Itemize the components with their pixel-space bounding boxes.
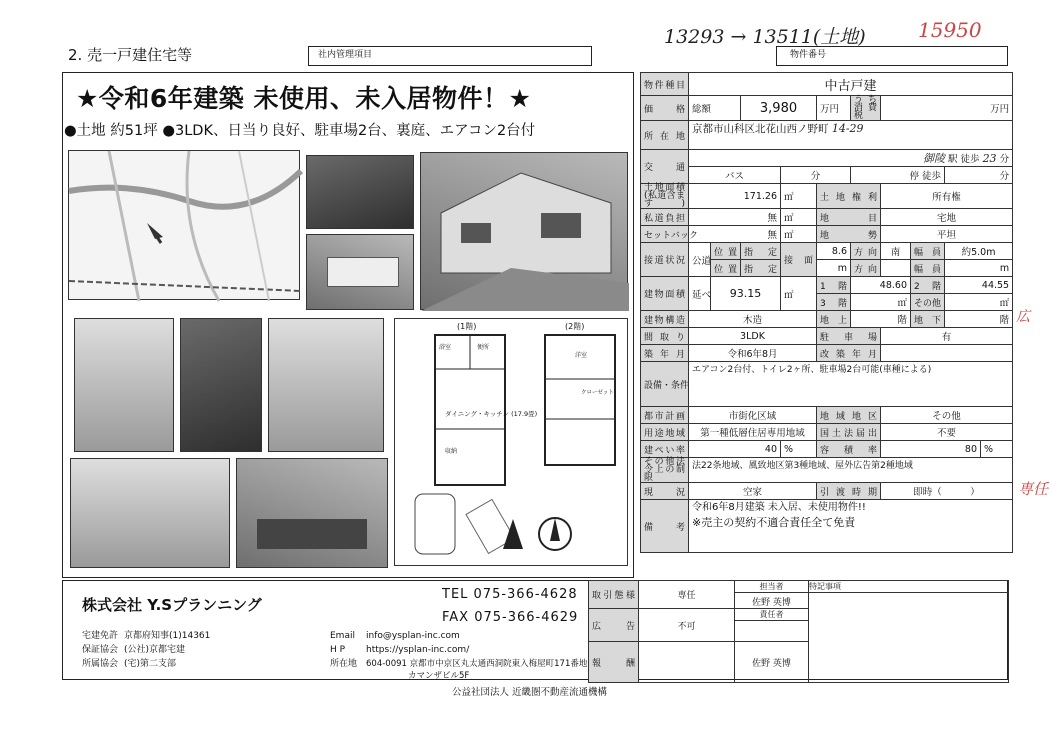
ad-value: 不可 [639,609,735,642]
built-value: 令和6年8月 [689,345,817,362]
zoning-label: 用途地域 [641,424,689,441]
property-no-label: 物件番号 [790,50,827,60]
plan-ldk: ダイニング・キッチン (17.9畳) [445,410,538,418]
building-area-label: 建物面積 [641,277,689,311]
road-dir-value: 南 [881,243,911,260]
road-width-label-b: 幅員 [911,260,945,277]
land-right-value: 所有権 [881,184,1013,209]
special-cell [809,581,1009,683]
floor3-area-label: 3階 [817,294,851,311]
special-label: 特記事項 [809,581,1008,593]
floor1-area-label: 1階 [817,277,851,294]
deal-label: 取引態様 [589,581,639,609]
area-map [68,150,300,300]
price-label: 価格 [641,96,689,121]
setback-unit: ㎡ [781,226,817,243]
price-value: 3,980 [741,96,817,121]
road-width-label: 幅員 [911,243,945,260]
transport-label: 交通 [641,150,689,184]
hp-label: H P [330,645,346,655]
company-name: 株式会社 Y.Sプランニング [82,596,262,614]
company-tel: TEL 075-366-4628 [442,587,578,602]
company-fax: FAX 075-366-4629 [442,610,579,625]
handwritten-wide: 広 [1016,309,1030,325]
plan-bath: 浴室 [439,344,452,351]
road-pos1-b: 位置 [711,260,741,277]
legal-label: その他法令上の制限 [641,458,689,483]
category-label: 地目 [817,209,881,226]
floor-plan-drawing [395,319,629,567]
manager-cell [735,581,809,609]
equipment-label: 設備・条件 [641,362,689,407]
photo-bathroom [74,318,174,452]
equipment-value: エアコン2台付、トイレ2ヶ所、駐車場2台可能(車種による) [689,362,1013,407]
addr-value: 604-0091 京都市中京区丸太通西洞院東入梅屋町171番地 [366,659,588,669]
floor-plan [394,318,628,566]
setback-label: セットバック [641,226,689,243]
far-unit: % [981,441,1013,458]
handwritten-landmark: 御陵 [922,152,945,165]
other-area-unit: ㎡ [945,294,1013,311]
built-label: 築年月 [641,345,689,362]
road-public: 公道 [689,243,711,277]
floor2-area-label: 2階 [911,277,945,294]
handwritten-walk: 23 [982,152,997,165]
below-floors: 階 [945,311,1013,328]
contact-value: 佐野 英博 [735,642,809,683]
coverage-label: 建ぺい率 [641,441,689,458]
terrain-label: 地勢 [817,226,881,243]
road-pos2: 指定 [741,243,781,260]
plan-storage: 収納 [445,448,458,455]
road-pos2-b: 指定 [741,260,781,277]
guarantee-value: (公社)京都宅建 [124,645,186,655]
road-dir-label-b: 方向 [851,260,881,277]
floor1-label: (1階) [457,322,477,331]
structure-value: 木造 [689,311,817,328]
guarantee-label: 保証協会 [82,645,119,655]
other-area-label: その他 [911,294,945,311]
land-area-value: 171.26 [689,184,781,209]
address-value: 京都市山科区北花山西ノ野町 14-29 [689,121,1013,150]
email-value[interactable]: info@ysplan-inc.com [366,631,460,641]
road-contact-value: 8.6 [817,243,851,260]
city-plan-label: 都市計画 [641,407,689,424]
internal-label: 社内管理項目 [318,50,373,60]
private-road-value: 無 [689,209,781,226]
handover-value: 即時（ ） [881,483,1013,500]
layout-label: 間取り [641,328,689,345]
bus-min: 分 [781,167,851,184]
remarks-label: 備考 [641,500,689,553]
handwritten-lot: 14-29 [831,122,864,135]
terrain-value: 平坦 [881,226,1013,243]
handwritten-exclusive: 専任 [1018,480,1049,498]
manager-value: 佐野 英博 [752,598,791,608]
handwritten-id: 15950 [918,18,982,42]
transport-station: 御陵 駅 徒歩 23 分 [689,150,1013,167]
ad-label: 広告 [589,609,639,642]
plan-closet: クローゼット [581,390,614,396]
plan-wc: 便所 [477,344,490,351]
road-dir-label: 方向 [851,243,881,260]
handover-label: 引渡時期 [817,483,881,500]
photo-entrance [180,318,262,452]
floor3-area-unit: ㎡ [851,294,911,311]
house-drawing [421,153,629,311]
road-width-value: 約5.0m [945,243,1013,260]
assoc-label: 所属協会 [82,659,119,669]
setback-value: 無 [689,226,781,243]
report-value: 不要 [881,424,1013,441]
plan-room: 洋室 [575,352,588,359]
status-label: 現況 [641,483,689,500]
stop-min: 分 [945,167,1013,184]
district-value: その他 [881,407,1013,424]
coverage-unit: % [781,441,817,458]
price-unit: 万円 [817,96,851,121]
land-area-label: 土地面積(私道含ます) [641,184,689,209]
above-label: 地上 [817,311,851,328]
manager-label: 担当者 [735,581,808,593]
deal-table [588,580,1009,683]
map-drawing [69,151,301,301]
license-value: 京都府知事(1)14361 [124,631,211,641]
ad-headline: ★令和6年建築 未使用、未入居物件！★ [76,84,532,113]
tax-label: うち消費税 [851,96,881,121]
category-title: 2. 売一戸建住宅等 [68,46,193,64]
handwritten-price-history: 13293 → 13511(土地) [664,26,866,48]
city-plan-value: 市街化区域 [689,407,817,424]
parking-value: 有 [881,328,1013,345]
bus-label: バス [689,167,781,184]
renov-label: 改築年月 [817,345,881,362]
org-footer: 公益社団法人 近畿圏不動産流通機構 [452,687,608,698]
remarks-line1: 令和6年8月建築 未入居、未使用物件!! [692,502,866,513]
status-value: 空家 [689,483,817,500]
layout-value: 3LDK [689,328,817,345]
district-label: 地域地区 [817,407,881,424]
price-total-label: 総額 [689,96,741,121]
report-label: 国土法届出 [817,424,881,441]
photo-toilet [268,318,384,452]
category-value: 宅地 [881,209,1013,226]
far-label: 容積率 [817,441,881,458]
road-pos1: 位置 [711,243,741,260]
zoning-value: 第一種低層住居専用地域 [689,424,817,441]
stop-label: 停 徒歩 [851,167,945,184]
hp-value[interactable]: https://ysplan-inc.com/ [366,645,470,655]
photo-kitchen [236,458,388,568]
below-label: 地下 [911,311,945,328]
type-label: 物件種目 [641,73,689,96]
coverage-value: 40 [689,441,781,458]
road-label: 接道状況 [641,243,689,277]
building-total: 延べ [689,277,711,311]
contact-cell [735,609,809,642]
email-label: Email [330,631,355,641]
photo-living-room [70,458,230,568]
spec-table [640,72,1013,553]
road-contact-label: 接面 [781,243,817,277]
building-area-value: 93.15 [711,277,781,311]
type-value: 中古戸建 [689,73,1013,96]
land-right-label: 土地権利 [817,184,881,209]
land-area-unit: ㎡ [781,184,817,209]
private-road-unit: ㎡ [781,209,817,226]
addr-building: カマンザビル5F [408,671,470,681]
road-contact-unit: m [817,260,851,277]
photo-kitchen-panel [306,234,414,310]
fee-label: 報酬 [589,642,639,683]
photo-street [306,155,414,229]
license-label: 宅建免許 [82,631,119,641]
deal-value: 専任 [639,581,735,609]
floor1-area-value: 48.60 [851,277,911,294]
road-width-unit: m [945,260,1013,277]
remarks-line2: ※売主の契約不適合責任全て免責 [692,516,856,529]
remarks-value [689,500,1013,553]
addr-label: 所在地 [330,659,358,669]
floor2-label: (2階) [565,322,585,331]
far-value: 80 [881,441,981,458]
tax-unit: 万円 [881,96,1013,121]
above-floors: 階 [851,311,911,328]
contact-label: 責任者 [735,609,808,621]
assoc-value: (宅)第二支部 [124,659,177,669]
legal-value: 法22条地域、風致地区第3種地域、屋外広告第2種地域 [689,458,1013,483]
floor2-area-value: 44.55 [945,277,1013,294]
private-road-label: 私道負担 [641,209,689,226]
address-label: 所在地 [641,121,689,150]
photo-house-exterior [420,152,628,310]
structure-label: 建物構造 [641,311,689,328]
building-area-unit: ㎡ [781,277,817,311]
parking-label: 駐車場 [817,328,881,345]
ad-subline: ●土地 約51坪 ●3LDK、日当り良好、駐車場2台、裏庭、エアコン2台付 [64,123,536,139]
